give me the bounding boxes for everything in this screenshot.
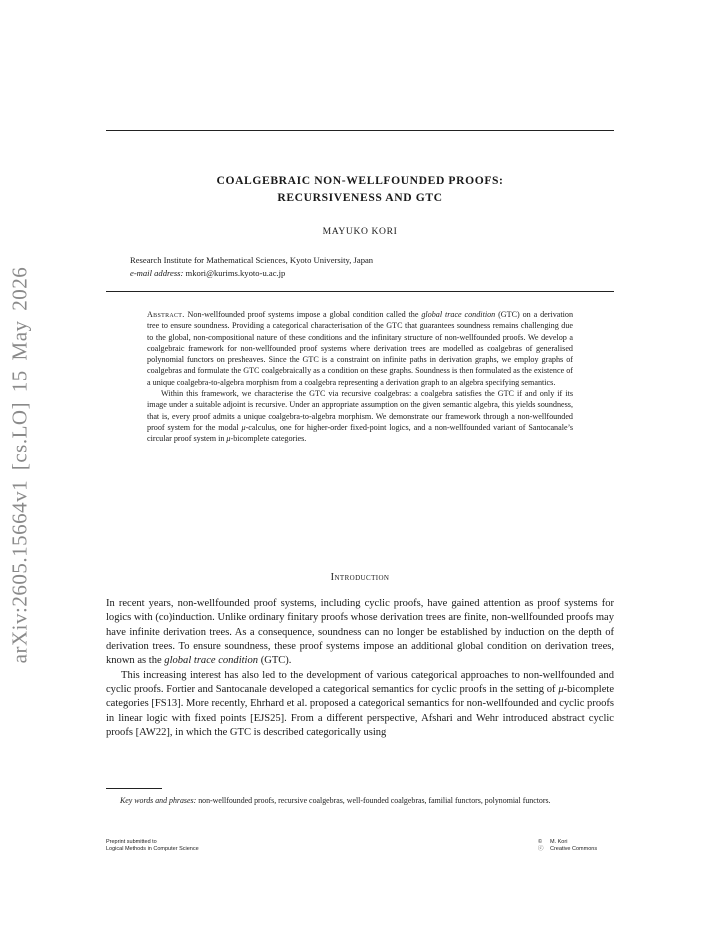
- copyright-holder: M. Kori: [550, 839, 568, 845]
- abstract-text: -calculus, one for higher-order fixed-point logics, and a non-wellfounded variant of Santocanale’s circular proof system in: [147, 422, 574, 444]
- abstract-text: Non-wellfounded proof systems impose a global condition called the: [187, 310, 419, 319]
- mu-symbol: μ: [241, 422, 246, 432]
- footnote-keywords: [106, 795, 614, 807]
- abstract-emphasis: global trace condition: [421, 310, 496, 319]
- header-rule: [106, 130, 614, 131]
- body-emphasis: global trace condition: [164, 655, 259, 667]
- keywords-label: Key words and phrases:: [120, 796, 197, 805]
- section-heading-introduction: Introduction: [330, 572, 390, 583]
- title-line-2: RECURSIVENESS AND GTC: [277, 191, 443, 204]
- arxiv-identifier-text: arXiv:2605.15664v1 [cs.LO] 15 May 2026: [7, 266, 32, 664]
- abstract: [147, 309, 573, 445]
- body-text: This increasing interest has also led to the development of various categorical approaches to non-wellfounded and cyclic proofs. Fortier and Santocanale developed a categorical semantics for cyclic proofs in the setting of: [106, 669, 614, 696]
- body-text: (GTC).: [260, 655, 292, 667]
- abstract-label: Abstract.: [147, 310, 185, 319]
- abstract-text: (GTC) on a derivation tree to ensure soundness. Providing a categorical characterisation of the GTC that guarantees soundness remains challenging due to the global, non-compositional nature of these conditions and the infinitary structure of non-wellfounded proofs. We develop a coalgebraic framework for non-wellfounded proof systems where derivation trees are modelled as coalgebras of generalised polynomial functors on presheaves. Since the GTC is a constraint on infinite paths in derivation graphs, we employ graphs of coalgebras and formulate the GTC coalgebraically as a condition on these graphs. Soundness is then formulated as the existence of a unique coalgebra-to-algebra morphism from a coalgebra representing a derivation graph to an algebra specifying semantics.: [147, 310, 574, 387]
- copyright-line: [538, 839, 597, 846]
- keywords-text: non-wellfounded proofs, recursive coalgebras, well-founded coalgebras, familial functors, polynomial functors.: [198, 796, 551, 805]
- footnote-rule: [106, 788, 162, 789]
- author-name: MAYUKO KORI: [322, 226, 398, 237]
- mu-symbol: μ: [558, 684, 564, 696]
- creative-commons-icon: ⓒ: [538, 846, 544, 852]
- body-text: -bicomplete categories [FS13]. More recently, Ehrhard et al. proposed a categorical semantics for non-wellfounded and cyclic proofs in linear logic with fixed points [EJS25]. From a different perspective, Afshari and Wehr introduced abstract cyclic proofs [AW22], in which the GTC is described categorically using: [106, 684, 614, 739]
- email-line: [130, 267, 373, 280]
- license-name: Creative Commons: [550, 846, 598, 852]
- journal-name: Logical Methods in Computer Science: [106, 846, 199, 852]
- abstract-text: -bicomplete categories.: [230, 434, 307, 444]
- mu-symbol: μ: [226, 434, 231, 444]
- title-line-1: COALGEBRAIC NON-WELLFOUNDED PROOFS:: [216, 174, 504, 187]
- preprint-note: [106, 839, 199, 853]
- paper-title: [106, 172, 614, 206]
- copyright-icon: ©: [538, 839, 543, 845]
- abstract-rule: [106, 291, 614, 292]
- email-label: e-mail address:: [130, 268, 184, 278]
- email-address: mkori@kurims.kyoto-u.ac.jp: [185, 268, 286, 278]
- abstract-paragraph-2: [147, 388, 573, 444]
- introduction-body: [106, 597, 614, 740]
- affiliation-block: [130, 254, 373, 280]
- affiliation: Research Institute for Mathematical Sciences, Kyoto University, Japan: [130, 255, 374, 265]
- cc-line: [538, 846, 597, 853]
- abstract-paragraph-1: [147, 309, 573, 388]
- intro-paragraph-1: [106, 597, 614, 669]
- intro-paragraph-2: [106, 669, 614, 741]
- abstract-text: Within this framework, we characterise the GTC via recursive coalgebras: a coalgebra satisfies the GTC if and only if its image under a suitable adjoint is recursive. Under an appropriate assumption on the given semantic algebra, this yields soundness, that is, every proof admits a unique coalgebra-to-algebra morphism. We demonstrate our framework through a non-wellfounded proof system for the modal: [147, 389, 573, 432]
- license-block: [538, 839, 597, 853]
- body-text: In recent years, non-wellfounded proof systems, including cyclic proofs, have gained attention as proof systems for logics with (co)induction. Unlike ordinary finitary proofs whose derivation trees are finite, non-wellfounded proofs may have infinite derivation trees. As a consequence, soundness can no longer be established by induction on the depth of derivation trees. To ensure soundness, these proof systems impose an additional global condition on derivation trees, known as the: [106, 598, 614, 667]
- preprint-line: Preprint submitted to: [106, 839, 157, 845]
